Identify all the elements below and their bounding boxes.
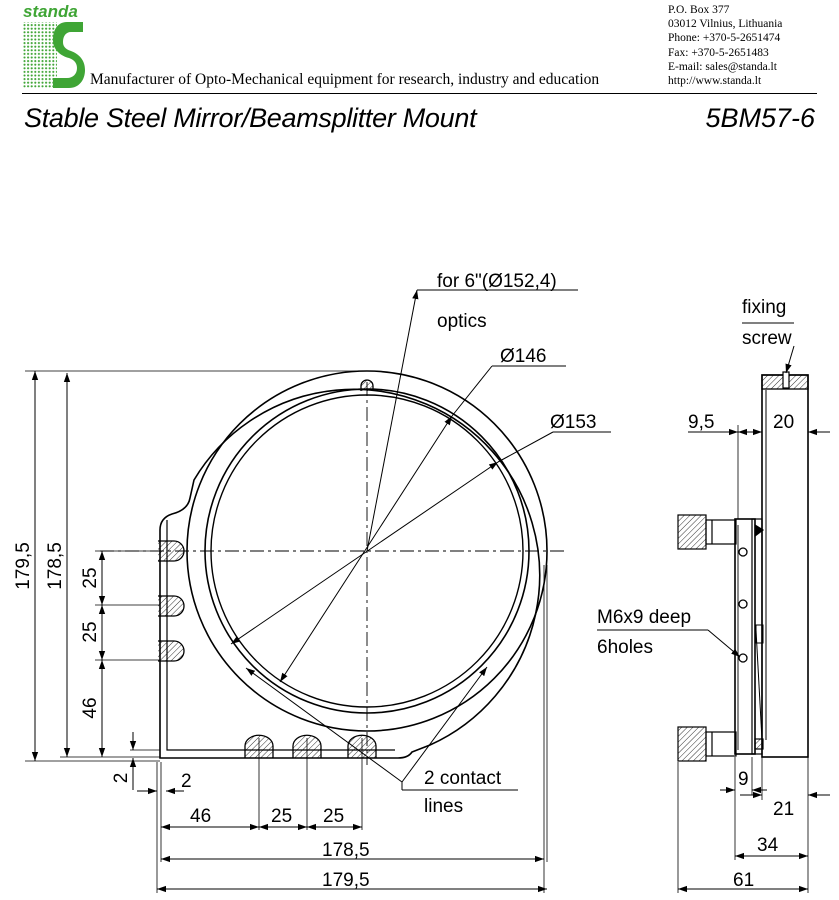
dim-179-5-horizontal: 179,5 [322, 870, 370, 891]
leader-optics [367, 290, 417, 551]
label-fixing: fixing [742, 297, 787, 318]
brand-wordmark: standa [23, 2, 78, 21]
leader-contact-a [246, 668, 402, 782]
dim-25-lower: 25 [80, 621, 101, 643]
dim-9-5: 9,5 [688, 412, 715, 433]
contact-line: E-mail: sales@standa.lt [668, 60, 777, 73]
contact-line: http://www.standa.lt [668, 75, 762, 88]
dim-25-bottom-a: 25 [271, 806, 293, 827]
bottom-slots [245, 735, 376, 758]
side-hole [739, 654, 747, 662]
dim-9: 9 [738, 769, 749, 790]
side-hole [739, 548, 747, 556]
dim-179-5-vertical: 179,5 [13, 542, 34, 590]
front-view [25, 290, 611, 893]
label-holes-count: 6holes [597, 637, 653, 658]
contact-line: 03012 Vilnius, Lithuania [668, 18, 783, 31]
dim-46-vertical: 46 [80, 697, 101, 719]
contact-line: P.O. Box 377 [668, 4, 730, 16]
contact-line: Fax: +370-5-2651483 [668, 46, 769, 59]
side-micrometer-top [678, 515, 763, 549]
dim-25-bottom-b: 25 [323, 806, 345, 827]
label-screw: screw [742, 328, 792, 349]
dim-2-horizontal: 2 [181, 771, 192, 792]
dim-20: 20 [773, 412, 795, 433]
dim-178-5-vertical: 178,5 [45, 542, 66, 590]
dim-25-upper: 25 [80, 567, 101, 589]
product-title: Stable Steel Mirror/Beamsplitter Mount [24, 103, 477, 133]
tagline: Manufacturer of Opto-Mechanical equipment for research, industry and education [90, 71, 600, 88]
side-micrometer-bottom [678, 727, 763, 761]
dim-34: 34 [757, 835, 779, 856]
dim-21: 21 [773, 799, 795, 820]
product-model: 5BM57-6 [705, 103, 815, 133]
label-contact-lines-2: lines [424, 796, 464, 817]
label-dia-153: Ø153 [550, 412, 597, 433]
dim-178-5-horizontal: 178,5 [322, 840, 370, 861]
mount-inner-edge [167, 520, 395, 750]
leader-146 [280, 416, 452, 682]
leader-153 [231, 462, 498, 644]
label-holes-thread: M6x9 deep [597, 607, 692, 628]
label-dia-146: Ø146 [500, 346, 547, 367]
label-contact-lines-1: 2 contact [424, 768, 502, 789]
dim-61: 61 [733, 870, 755, 891]
contact-line: Phone: +370-5-2651474 [668, 32, 781, 45]
dim-46-horizontal: 46 [190, 806, 212, 827]
side-hole [739, 600, 747, 608]
left-slots [158, 541, 184, 661]
label-optics: optics [437, 311, 487, 332]
dim-2-vertical: 2 [111, 772, 132, 784]
label-optics-size: for 6"(Ø152,4) [437, 271, 557, 292]
